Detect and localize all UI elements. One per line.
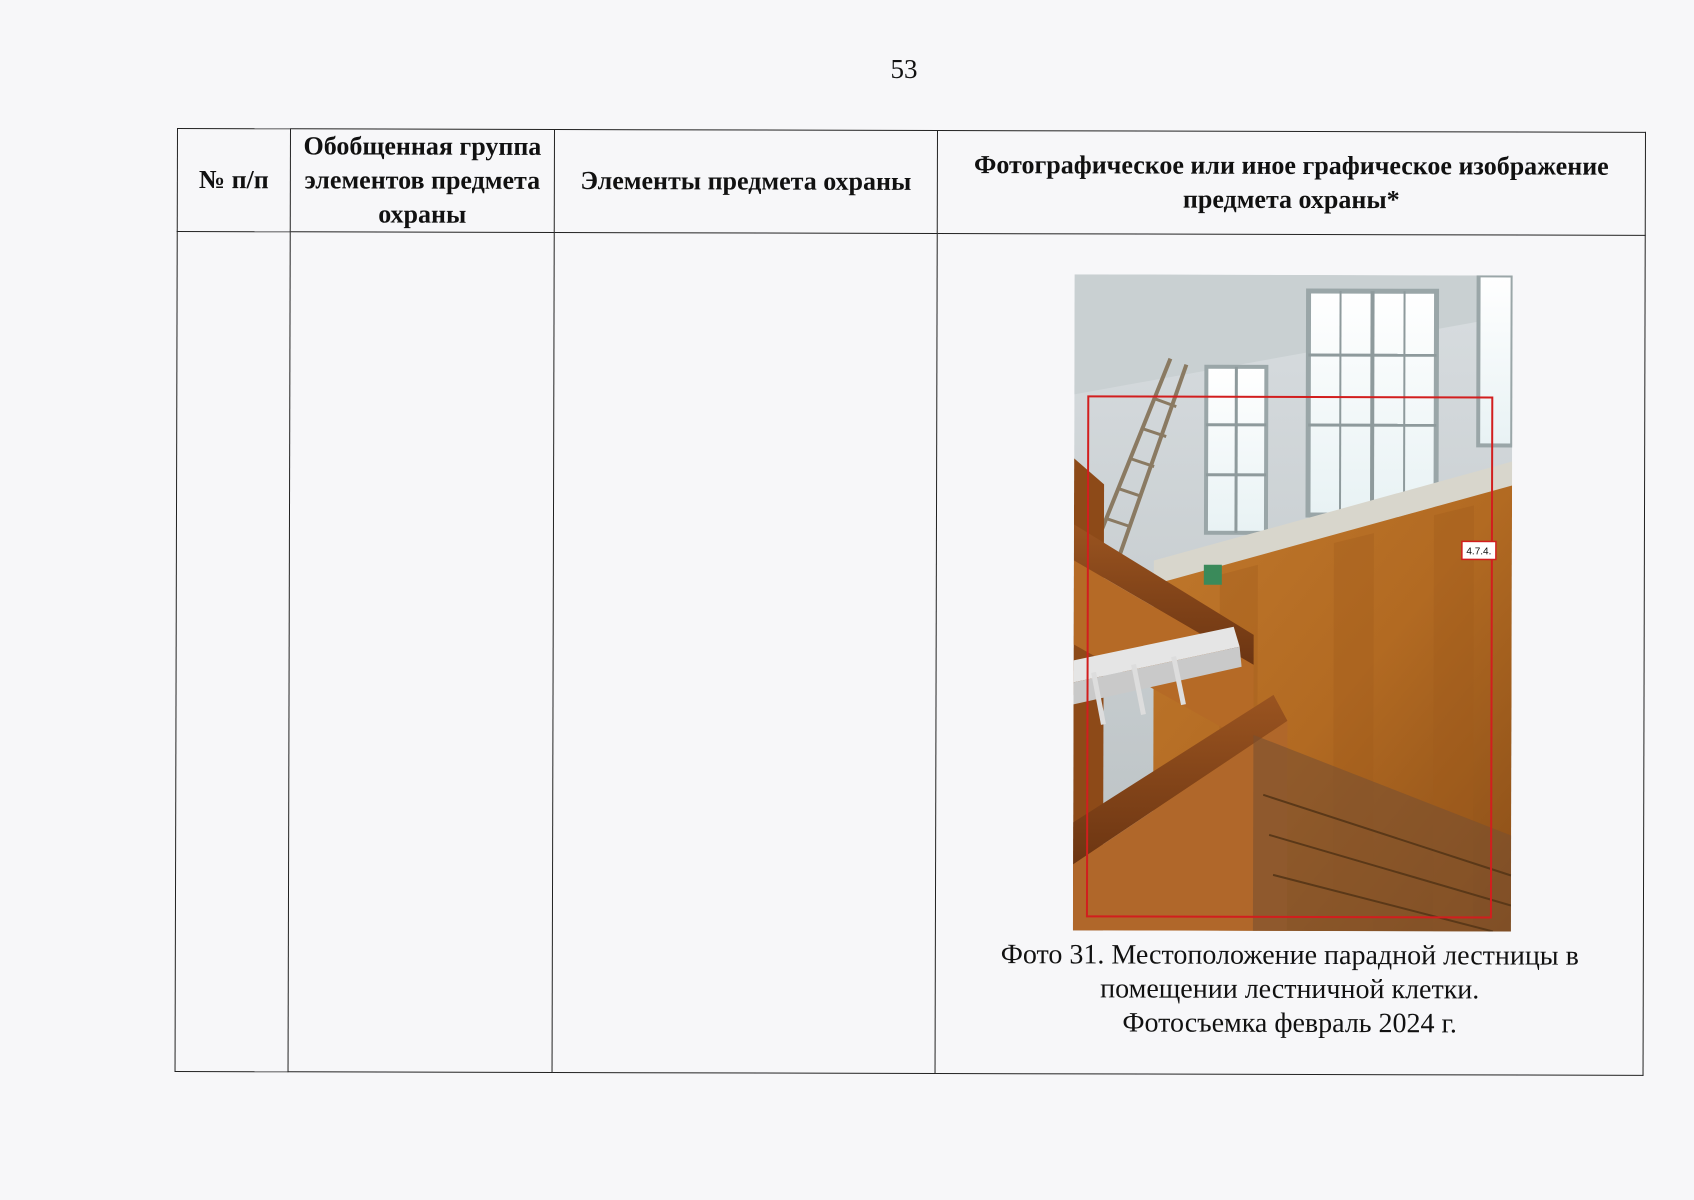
- header-elements: Элементы предмета охраны: [554, 129, 937, 233]
- header-image: Фотографическое или иное графическое изображение предмета охраны*: [937, 130, 1645, 235]
- photo-caption: [936, 938, 1644, 1042]
- header-number: № п/п: [177, 129, 290, 232]
- cell-photo: [935, 233, 1645, 1075]
- protection-table: [175, 128, 1646, 1076]
- cell-elements: [552, 232, 937, 1073]
- table-header-row: [177, 129, 1645, 236]
- caption-line-1: Фото 31. Местоположение парадной лестницы в: [1000, 939, 1579, 972]
- table-row: [175, 232, 1645, 1076]
- header-group: Обобщенная группа элементов предмета охраны: [290, 129, 554, 233]
- staircase-photo: [1073, 274, 1513, 931]
- caption-line-2: помещении лестничной клетки.: [1100, 973, 1480, 1006]
- cell-number: [175, 232, 290, 1072]
- staircase-photo-image: [1073, 274, 1513, 931]
- cell-group: [288, 232, 554, 1073]
- photo-marker-label: 4.7.4.: [1466, 546, 1492, 558]
- caption-line-3: Фотосъемка февраль 2024 г.: [1122, 1007, 1457, 1040]
- page-number: 53: [890, 54, 918, 84]
